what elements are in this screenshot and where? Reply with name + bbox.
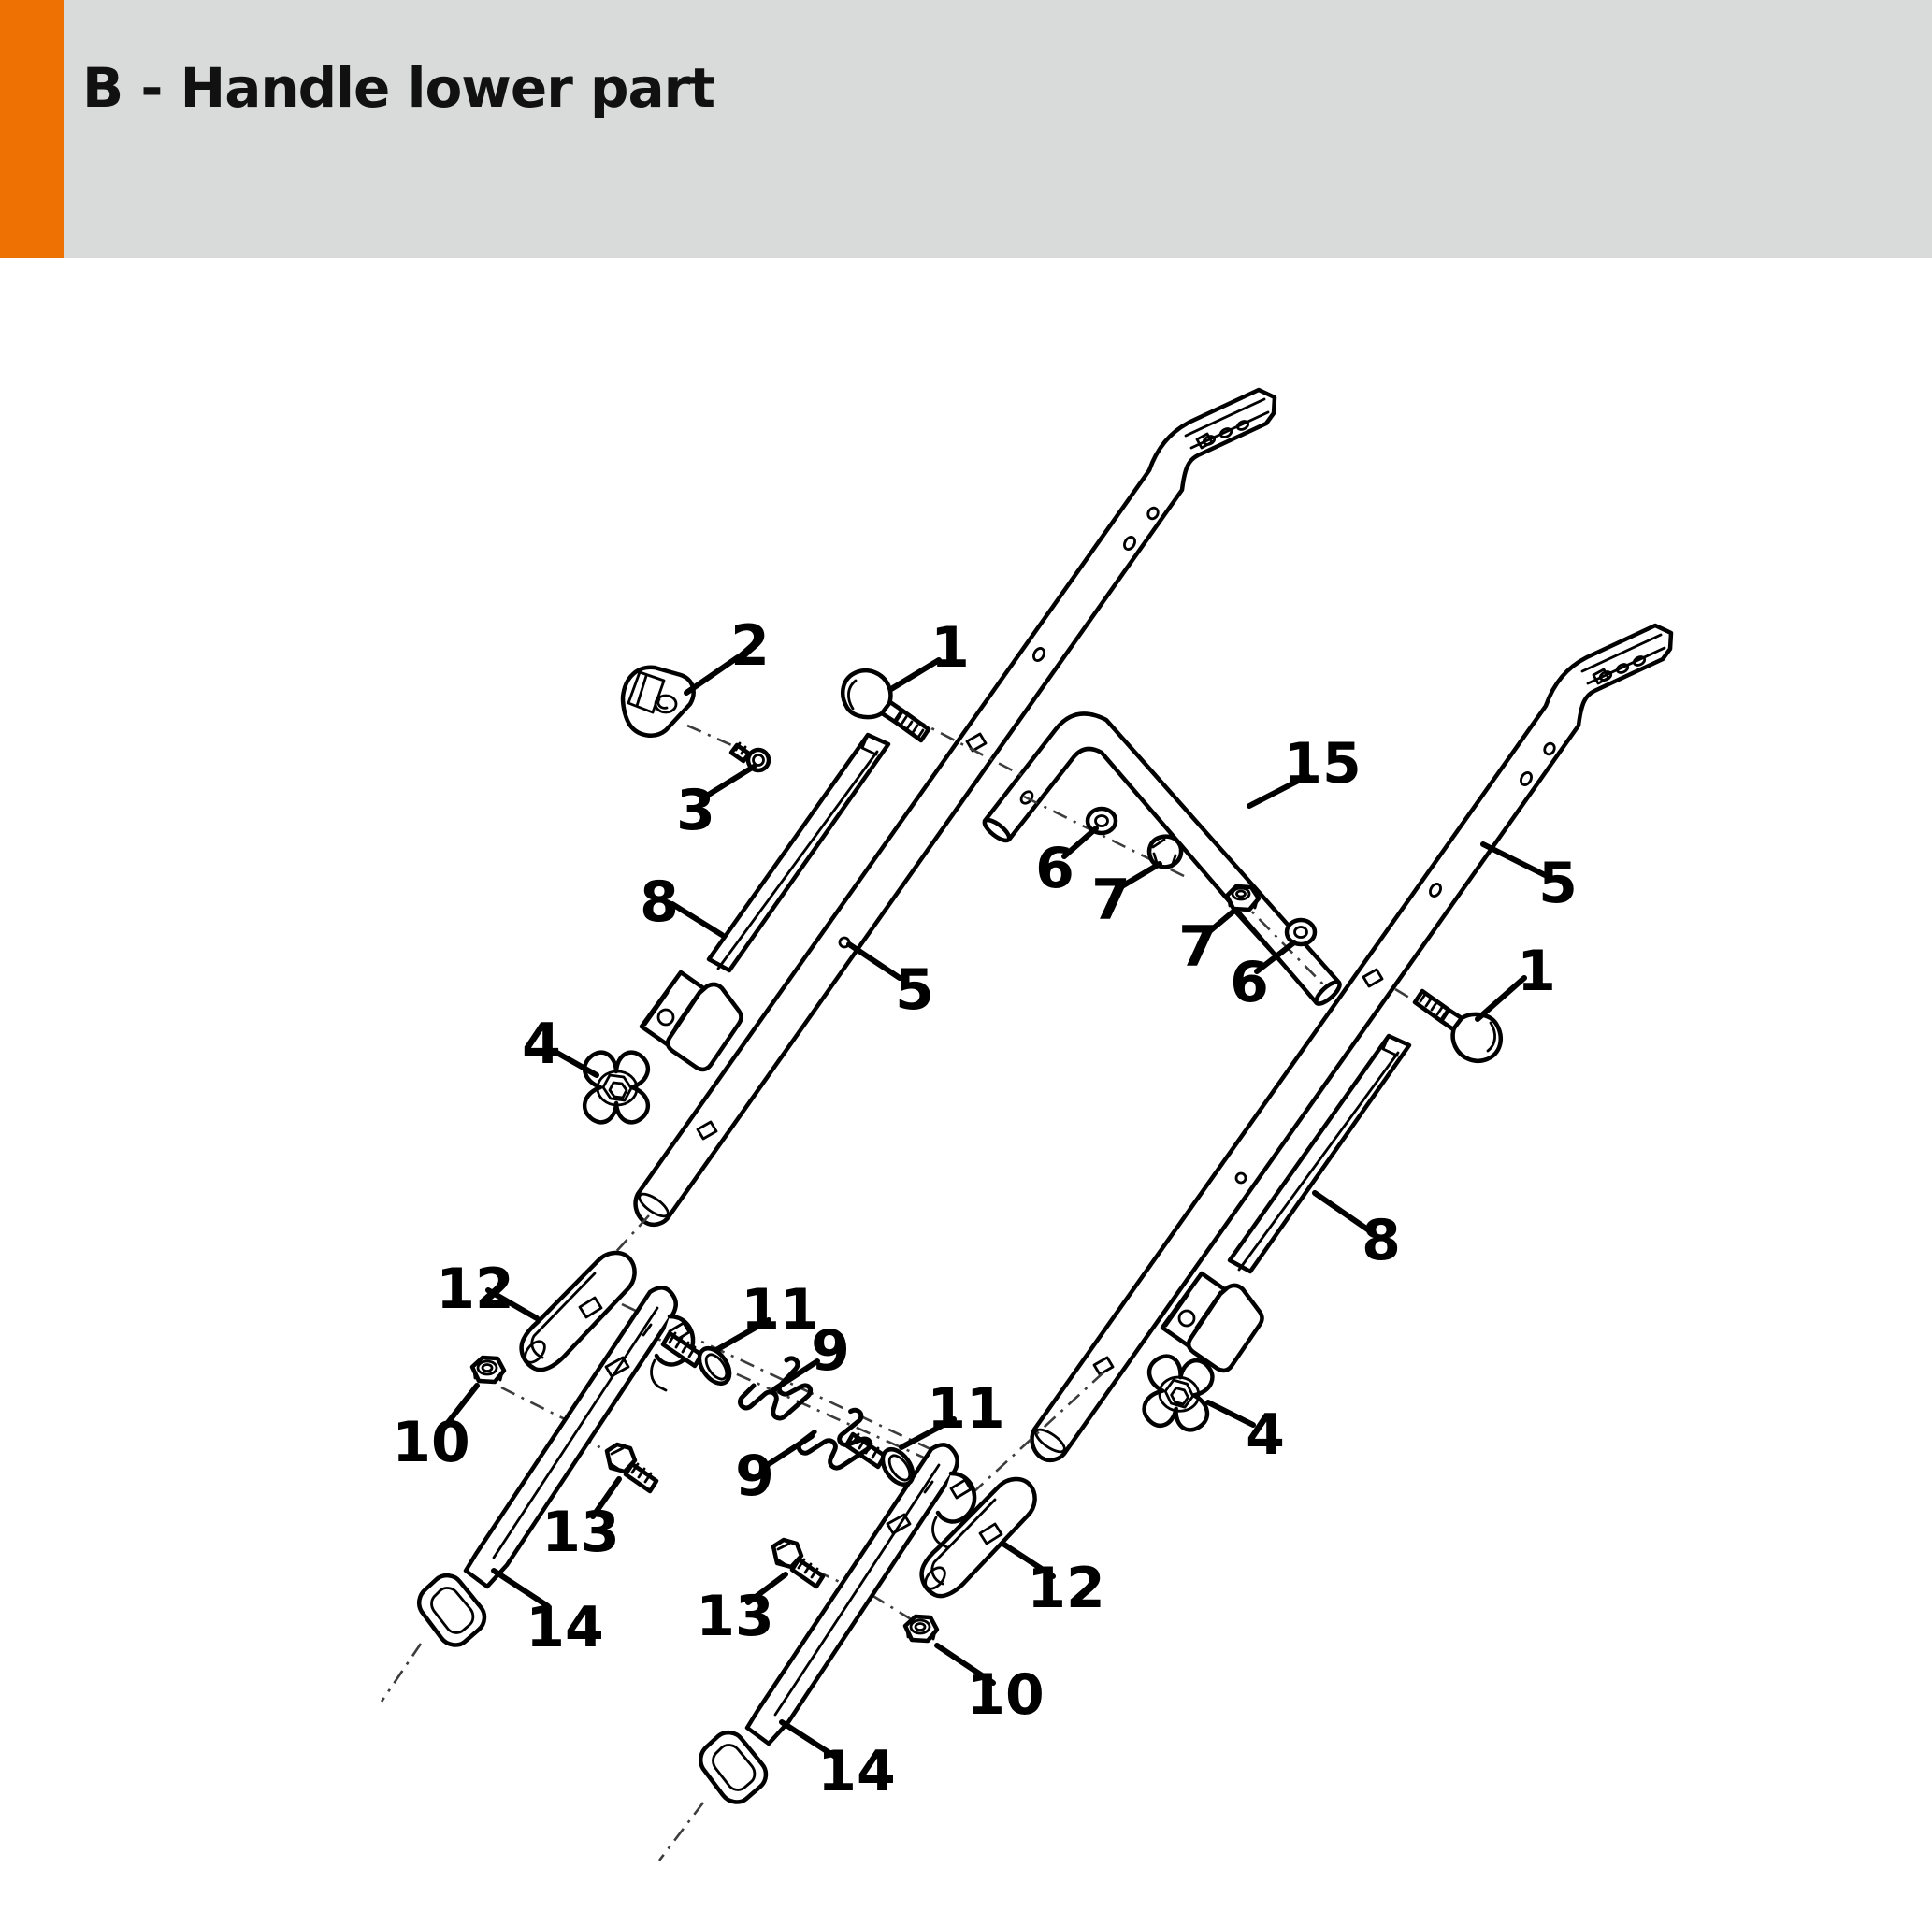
- callout-15: 15: [1283, 731, 1362, 797]
- callout-13: 13: [541, 1500, 620, 1565]
- callout-11: 11: [741, 1277, 819, 1343]
- leader-line-5: [849, 944, 900, 978]
- callout-11: 11: [927, 1376, 1005, 1442]
- callout-5: 5: [1538, 851, 1578, 916]
- lock-nut-part7-b: [1227, 886, 1259, 910]
- star-knob-left-part4: [584, 1053, 648, 1123]
- page-title: B - Handle lower part: [82, 56, 714, 120]
- callout-1: 1: [1517, 939, 1556, 1004]
- leader-line-8: [672, 904, 722, 935]
- nut-right-part10: [905, 1616, 937, 1641]
- callout-9: 9: [811, 1318, 850, 1384]
- carriage-bolt-right-part1: [1415, 991, 1501, 1061]
- callout-5: 5: [895, 957, 934, 1023]
- callout-4: 4: [522, 1012, 561, 1077]
- callout-7: 7: [1091, 868, 1131, 933]
- callout-2: 2: [730, 613, 770, 679]
- washer-part6-b: [1287, 920, 1315, 944]
- callout-1: 1: [930, 615, 970, 681]
- handle-tube-left-part5: [636, 390, 1275, 1225]
- callout-14: 14: [526, 1595, 604, 1660]
- callout-10: 10: [966, 1662, 1045, 1728]
- callouts-layer: [392, 613, 1578, 1804]
- cap-nut-part7-a: [1149, 837, 1181, 868]
- callout-10: 10: [392, 1410, 470, 1475]
- callout-12: 12: [1027, 1556, 1105, 1621]
- leader-line-9: [769, 1436, 812, 1464]
- leader-line-5: [1483, 844, 1545, 875]
- callout-6: 6: [1230, 950, 1269, 1015]
- nut-left-part10: [472, 1358, 504, 1382]
- callout-13: 13: [696, 1584, 774, 1649]
- callout-8: 8: [1362, 1208, 1401, 1273]
- centerlines: [382, 718, 1442, 1861]
- callout-14: 14: [817, 1739, 896, 1804]
- callout-8: 8: [640, 869, 679, 935]
- carriage-bolt-left-part1: [843, 670, 929, 740]
- callout-6: 6: [1035, 836, 1074, 901]
- callout-3: 3: [676, 778, 715, 843]
- callout-7: 7: [1178, 914, 1218, 980]
- callout-9: 9: [735, 1444, 774, 1509]
- callout-4: 4: [1246, 1402, 1285, 1468]
- callout-12: 12: [436, 1257, 514, 1322]
- star-knob-right-part4: [1142, 1354, 1214, 1431]
- clamp-part2: [623, 668, 694, 736]
